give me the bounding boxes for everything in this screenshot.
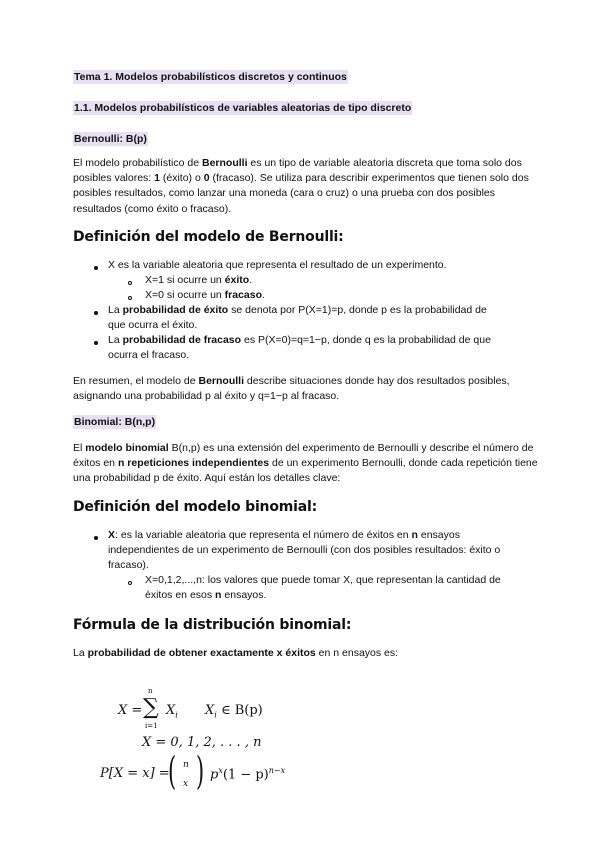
list-item-continuation: ocurra el fracaso. xyxy=(108,349,190,361)
pmf-lhs: P[X = x] = xyxy=(100,766,170,781)
list-item: X es la variable aleatoria que representa el resultado de un experimento. xyxy=(108,259,447,271)
circle-bullet-icon xyxy=(128,281,132,285)
document-title: Tema 1. Modelos probabilísticos discretos y continuos xyxy=(74,71,347,83)
sum-sign-icon: ∑ xyxy=(143,695,159,720)
bullet-icon xyxy=(94,266,98,270)
binomial-formula-heading: Fórmula de la distribución binomial: xyxy=(73,617,352,633)
formula-description: La probabilidad de obtener exactamente x éxitos en n ensayos es: xyxy=(73,647,399,659)
list-item: X=1 si ocurre un éxito. xyxy=(145,274,253,286)
bernoulli-summary: En resumen, el modelo de Bernoulli describe situaciones donde hay dos resultados posibles, asignando una probabilidad p al éxito y q=1−p al fracaso. xyxy=(73,375,510,403)
list-item: La probabilidad de fracaso es P(X=0)=q=1−p, donde q es la probabilidad de que xyxy=(108,334,491,346)
binomial-definition-heading: Definición del modelo binomial: xyxy=(73,499,317,515)
sum-upper-limit: n xyxy=(148,687,153,695)
bullet-icon xyxy=(94,311,98,315)
list-item-continuation: independientes de un experimento de Bernoulli (con dos posibles resultados: éxito o xyxy=(108,544,501,556)
binomial-intro: El modelo binomial B(n,p) es una extensión del experimento de Bernoulli y describe el número de éxitos en n repeticiones independientes de un experimento Bernoulli, donde cada repetición tiene una probabilidad p de éxito. Aquí están los detalles clave: xyxy=(73,442,538,485)
bernoulli-definition-heading: Definición del modelo de Bernoulli: xyxy=(73,229,344,245)
binomial-top: n xyxy=(183,760,189,770)
left-paren-icon: ( xyxy=(168,749,177,793)
sum-lower-limit: i=1 xyxy=(145,722,158,730)
circle-bullet-icon xyxy=(128,581,132,585)
binomial-label: Binomial: B(n,p) xyxy=(74,416,156,428)
list-item: X: es la variable aleatoria que representa el número de éxitos en n ensayos xyxy=(108,529,460,541)
binomial-bottom: x xyxy=(183,779,189,789)
bernoulli-intro: El modelo probabilístico de Bernoulli es un tipo de variable aleatoria discreta que toma solo dos posibles valores: 1 (éxito) o 0 (fracaso). Se utiliza para describir experimentos que tienen solo dos posibles resultados, como lanzar una moneda (cara o cruz) o una prueba con dos posibles resultados (como éxito o fracaso). xyxy=(73,157,529,215)
membership-expression: $X_i$ ∈ B(p) xyxy=(205,703,263,720)
sum-lhs: X = xyxy=(118,703,143,718)
bullet-icon xyxy=(94,341,98,345)
list-item: X=0 si ocurre un fracaso. xyxy=(145,289,265,301)
pmf-rhs: $p^x(1 - p)^{n-x}$ xyxy=(210,766,286,783)
sum-term: $X_i$ xyxy=(166,703,178,720)
list-item-continuation: éxitos en esos n ensayos. xyxy=(145,589,267,601)
range-expression: X = 0, 1, 2, . . . , n xyxy=(142,735,262,750)
bernoulli-label: Bernoulli: B(p) xyxy=(74,133,147,145)
list-item: X=0,1,2,...,n: los valores que puede tomar X, que representan la cantidad de xyxy=(145,574,501,586)
list-item-continuation: que ocurra el éxito. xyxy=(108,319,198,331)
list-item-continuation: fracaso). xyxy=(108,559,149,571)
right-paren-icon: ) xyxy=(196,749,205,793)
bullet-icon xyxy=(94,536,98,540)
section-subtitle: 1.1. Modelos probabilísticos de variables aleatorias de tipo discreto xyxy=(74,102,412,114)
circle-bullet-icon xyxy=(128,296,132,300)
list-item: La probabilidad de éxito se denota por P(X=1)=p, donde p es la probabilidad de xyxy=(108,304,487,316)
